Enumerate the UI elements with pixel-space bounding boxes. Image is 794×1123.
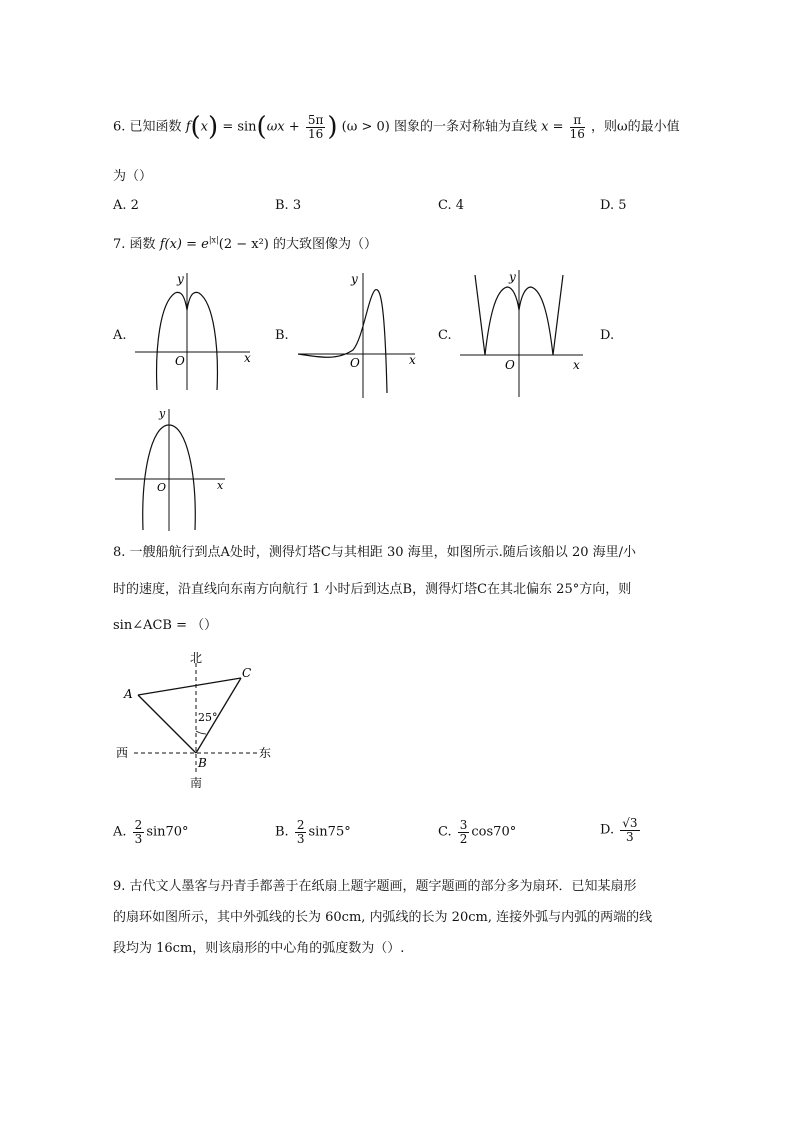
q6-fraction-2: $\frac{\pi}{16}$ xyxy=(569,112,585,141)
q6-line2: 为（） xyxy=(113,169,153,184)
north-label: 北 xyxy=(190,651,203,665)
west-label: 西 xyxy=(116,746,129,760)
svg-text:x: x xyxy=(244,351,251,365)
svg-text:x: x xyxy=(217,479,224,492)
q7-graph-d xyxy=(113,405,233,533)
svg-text:A: A xyxy=(124,687,133,701)
svg-text:x: x xyxy=(409,353,416,367)
q8-option-d[interactable]: D. $\frac{√3}{3}$ xyxy=(600,816,638,844)
svg-text:25°: 25° xyxy=(198,711,218,724)
svg-text:x: x xyxy=(573,358,580,372)
q7-graph-a xyxy=(130,268,255,393)
q6-option-b[interactable]: B. 3 xyxy=(275,198,302,213)
q8-option-b[interactable]: B. $\frac{2}{3}$ sin75° xyxy=(275,818,351,846)
svg-text:C: C xyxy=(242,666,252,680)
q6-line1: 6. 已知函数 f(x) = sin(ωx + $\frac{5\pi}{16}$ ) (ω > 0) 图象的一条对称轴为直线 x = $\frac{\pi}{16}$ ，则ω的最小值 xyxy=(113,112,680,142)
q7-label-b[interactable]: B. xyxy=(275,328,289,343)
svg-text:y: y xyxy=(509,270,516,284)
q8-diagram xyxy=(110,645,280,795)
svg-text:O: O xyxy=(175,354,185,368)
south-label: 南 xyxy=(190,776,203,790)
svg-text:O: O xyxy=(505,358,515,372)
svg-text:y: y xyxy=(159,407,166,420)
q8-option-c[interactable]: C. $\frac{3}{2}$ cos70° xyxy=(438,818,517,846)
q6-option-a[interactable]: A. 2 xyxy=(113,198,139,213)
svg-text:O: O xyxy=(350,356,360,370)
q7-graph-c xyxy=(455,265,587,400)
q9-line3: 段均为 16cm，则该扇形的中心角的弧度数为（）. xyxy=(113,941,405,956)
q7-stem: 7. 函数 $f(x) = e^{|x|}(2 - x^2)$ 的大致图像为（） xyxy=(113,235,378,252)
q8-line3: sin∠ACB = （） xyxy=(113,618,218,633)
q7-label-d[interactable]: D. xyxy=(600,328,615,343)
q6-option-d[interactable]: D. 5 xyxy=(600,198,627,213)
q9-line2: 的扇环如图所示，其中外弧线的长为 60cm, 内弧线的长为 20cm, 连接外弧与内弧的两端的线 xyxy=(113,910,653,925)
east-label: 东 xyxy=(259,746,272,760)
q7-label-c[interactable]: C. xyxy=(438,328,452,343)
q8-line2: 时的速度，沿直线向东南方向航行 1 小时后到达点B，测得灯塔C在其北偏东 25°方向，则 xyxy=(113,582,632,597)
svg-text:O: O xyxy=(157,481,167,494)
svg-text:y: y xyxy=(351,272,358,286)
q7-graph-b xyxy=(293,268,423,400)
q9-line1: 9. 古代文人墨客与丹青手都善于在纸扇上题字题画，题字题画的部分多为扇环．已知某扇形 xyxy=(113,879,637,894)
svg-text:B: B xyxy=(198,756,207,770)
q6-option-c[interactable]: C. 4 xyxy=(438,198,465,213)
q8-option-a[interactable]: A. $\frac{2}{3}$ sin70° xyxy=(113,818,189,846)
svg-text:y: y xyxy=(177,272,184,286)
q6-fraction: $\frac{5\pi}{16}$ xyxy=(307,112,324,141)
q7-label-a[interactable]: A. xyxy=(113,328,127,343)
q8-line1: 8. 一艘船航行到点A处时，测得灯塔C与其相距 30 海里，如图所示.随后该船以 20 海里/小 xyxy=(113,545,636,560)
